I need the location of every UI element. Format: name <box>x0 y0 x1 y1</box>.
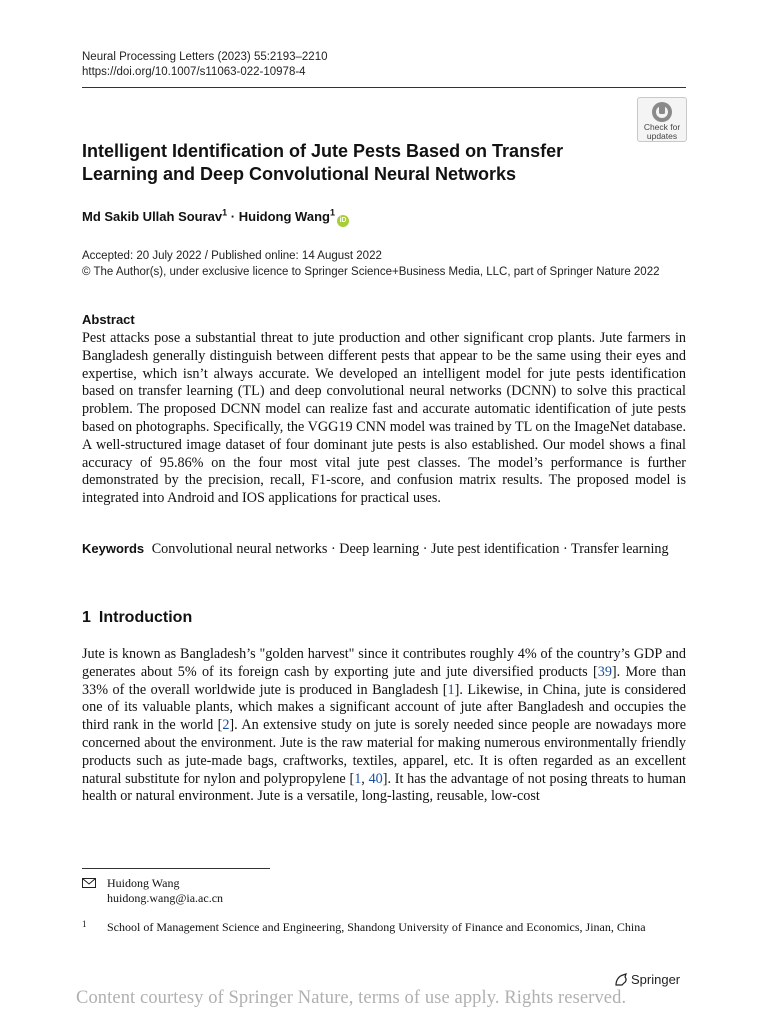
doi-link[interactable]: https://doi.org/10.1007/s11063-022-10978-4 <box>82 66 306 78</box>
badge-line-2: updates <box>646 131 678 141</box>
author-list <box>82 209 349 227</box>
citation-link[interactable]: 1 <box>447 681 455 698</box>
introduction-paragraph <box>82 646 686 806</box>
intro-text-segment: ]. An extensive study on jute is sorely needed since people are nowadays more concerned about the environment. Jute is the raw material for making numerous environmentally friendly products such as jute-made bags, craftworks, textiles, apparel, etc. It is often regarded as an excellent natural substitute for nylon and polypropylene [ <box>82 717 686 787</box>
abstract-body: Pest attacks pose a substantial threat to jute production and other significant crop plants. Jute farmers in Bangladesh generally distinguish between different pests that appear to be the same using their eyes and expertise, which isn’t always accurate. We developed an intelligent model for jute pests identification based on transfer learning (TL) and deep convolutional neural networks (DCNN) to solve this practical problem. The proposed DCNN model can realize fast and accurate automatic identification of jute pests based on photographs. Specifically, the VGG19 CNN model was trained by TL on the ImageNet database. A well-structured image dataset of four dominant jute pests is also established. Our model shows a final accuracy of 95.86% on the four most vital jute pest classes. The model’s performance is further demonstrated by the precision, recall, F1-score, and confusion matrix results. The proposed model is integrated into Android and IOS applications for practical uses. <box>82 330 686 507</box>
author-1-affiliation-mark: 1 <box>222 207 228 218</box>
citation-link[interactable]: 40 <box>368 770 383 787</box>
check-for-updates-badge[interactable] <box>637 97 687 142</box>
intro-text-segment: ]. More than 33% of the overall worldwide jute is produced in Bangladesh [ <box>82 663 686 698</box>
citation-link[interactable]: 2 <box>222 717 230 734</box>
abstract-heading: Abstract <box>82 312 135 327</box>
badge-line-1: Check for <box>643 122 681 132</box>
envelope-icon <box>82 878 96 888</box>
corresponding-author-email[interactable]: huidong.wang@ia.ac.cn <box>107 891 224 905</box>
springer-logo <box>614 972 680 987</box>
affiliation-text: School of Management Science and Engineering, Shandong University of Finance and Economics, Jinan, China <box>107 920 646 934</box>
intro-text-segment: Jute is known as Bangladesh’s "golden harvest" since it contributes roughly 4% of the country’s GDP and generates about 5% of its foreign cash by exporting jute and jute diversified products [ <box>82 646 686 680</box>
orcid-icon[interactable]: iD <box>337 215 349 227</box>
author-1[interactable]: Md Sakib Ullah Sourav <box>82 209 223 224</box>
section-title: Introduction <box>98 609 193 626</box>
header-rule <box>82 87 686 88</box>
intro-text-segment: ]. It has the advantage of not posing threats to human health or natural environment. Jute is a versatile, long-lasting, reusable, low-cost <box>82 770 686 805</box>
copyright-line: © The Author(s), under exclusive licence to Springer Science+Business Media, LLC, part of Springer Nature 2022 <box>82 266 660 278</box>
footnote-rule <box>82 868 270 869</box>
springer-horse-icon <box>614 973 628 987</box>
publisher-name: Springer <box>631 972 681 987</box>
affiliation-footnote <box>82 920 686 935</box>
accepted-published-line: Accepted: 20 July 2022 / Published online: 14 August 2022 <box>82 250 382 262</box>
author-separator: · <box>227 209 239 224</box>
journal-citation: Neural Processing Letters (2023) 55:2193–2210 <box>82 51 328 63</box>
affiliation-mark: 1 <box>82 919 87 929</box>
intro-text-segment: ]. Likewise, in China, jute is considered one of its valuable plants, which makes a significant account of jute after Bangladesh and occupies the third rank in the world [ <box>82 681 686 734</box>
journal-header <box>82 50 328 80</box>
courtesy-watermark: Content courtesy of Springer Nature, terms of use apply. Rights reserved. <box>76 988 627 1008</box>
check-for-updates-icon <box>650 101 674 123</box>
section-heading-introduction <box>82 609 192 627</box>
citation-link[interactable]: 39 <box>597 663 612 680</box>
keywords-block <box>82 540 686 559</box>
section-number: 1 <box>82 609 91 626</box>
corresponding-author-name: Huidong Wang <box>107 876 180 890</box>
citation-link[interactable]: 1 <box>354 770 362 787</box>
author-2-affiliation-mark: 1 <box>329 207 335 218</box>
author-2[interactable]: Huidong Wang <box>238 209 330 224</box>
publication-dates <box>82 248 660 280</box>
keywords-list: Convolutional neural networks · Deep learning · Jute pest identification · Transfer learning <box>151 541 669 557</box>
keywords-label: Keywords <box>82 541 145 556</box>
paper-title: Intelligent Identification of Jute Pests Based on Transfer Learning and Deep Convolutional Neural Networks <box>82 141 564 184</box>
intro-text-segment: , <box>361 770 369 787</box>
corresponding-author-footnote <box>82 876 223 906</box>
